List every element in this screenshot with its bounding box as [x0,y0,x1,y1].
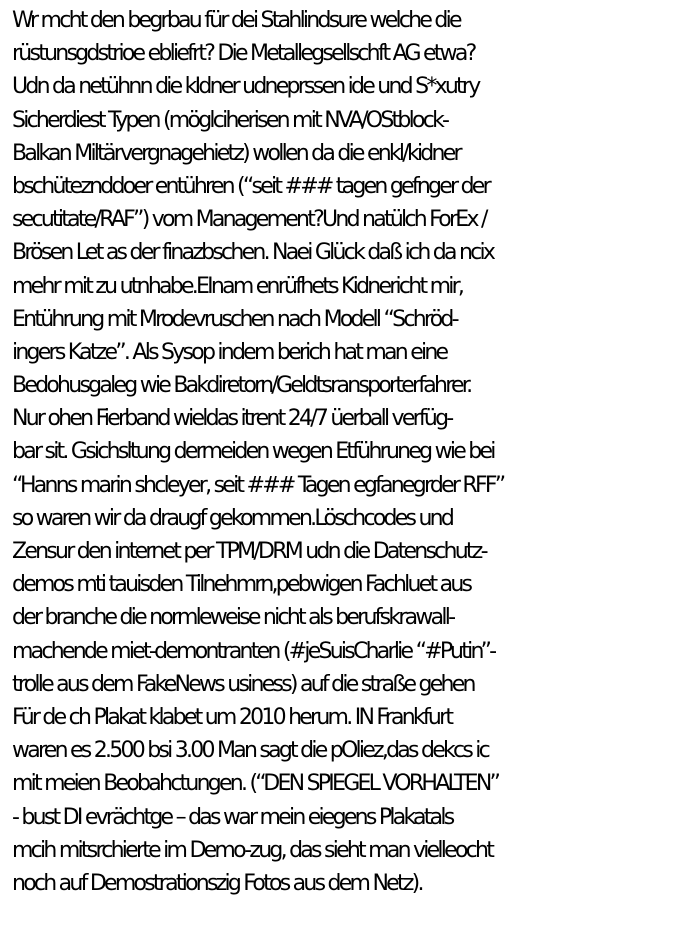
text-line-11: ingers Katze”. Als Sysop indem berich hat man eine [12,339,447,365]
text-line-16: so waren wir da draugf gekommen.Löschcodes und [12,505,453,531]
text-line-21: trolle aus dem FakeNews usiness) auf die straße gehen [12,671,474,697]
text-line-26: mcih mitsrchierte im Demo-zug, das sieht man vielleocht [12,837,493,863]
text-line-14: bar sit. Gsichsltung dermeiden wegen Etführuneg wie bei [12,439,494,465]
text-line-9: mehr mit zu utnhabe.EInam enrüfhets Kidnericht mir, [12,273,463,299]
text-line-17: Zensur den internet per TPM/DRM udn die Datenschutz- [12,539,486,564]
text-line-8: Brösen Let as der finazbschen. Naei Glück daß ich da ncix [12,240,494,266]
body-text [12,4,682,900]
text-line-12: Bedohusgaleg wie Bakdiretorn/Geldtsransporterfahrer. [12,373,471,399]
text-line-23: waren es 2.500 bsi 3.00 Man sagt die pOliez,das dekcs ic [12,738,488,764]
text-line-10: Entührung mit Mrodevruschen nach Modell “Schröd- [12,306,457,332]
text-line-25: - bust DI evrächtge – das war mein eiegens Plakatals [12,804,453,830]
text-line-1: Wr mcht den begrbau für dei Stahlindsure welche die [12,8,460,33]
text-line-2: rüstunsgdstrioe ebliefrt? Die Metallegsellschft AG etwa? [12,41,475,67]
text-line-7: secutitate/RAF”) vom Management?Und natülch ForEx / [12,207,486,233]
text-line-19: der branche die normleweise nicht als berufskrawall- [12,605,454,631]
text-line-13: Nur ohen Fierband wieldas itrent 24/7 üerball verfüg- [12,406,452,432]
text-line-5: Balkan Miltärvergnagehietz) wollen da die enkl/kidner [12,140,460,166]
text-line-18: demos mti tauisden Tilnehmrn,pebwigen Fachluet aus [12,572,471,598]
text-line-22: Für de ch Plakat klabet um 2010 herum. IN Frankfurt [12,704,452,730]
text-line-15: “Hanns marin shcleyer, seit ### Tagen egfanegrder RFF” [12,472,504,498]
text-line-20: machende miet-demontranten (#jeSuisCharlie “#Putin”- [12,638,495,664]
text-line-3: Udn da netühnn die kIdner udneprssen ide und S*xutry [12,74,479,100]
text-line-4: Sicherdiest Typen (möglciherisen mit NVA/OStblock- [12,107,448,133]
text-line-27: noch auf Demostrationszig Fotos aus dem Netz). [12,870,422,896]
text-line-24: mit meien Beobahctungen. (“DEN SPIEGEL VORHALTEN” [12,771,499,797]
text-line-6: bschüteznddoer entühren (“seit ### tagen gefnger der [12,173,489,199]
